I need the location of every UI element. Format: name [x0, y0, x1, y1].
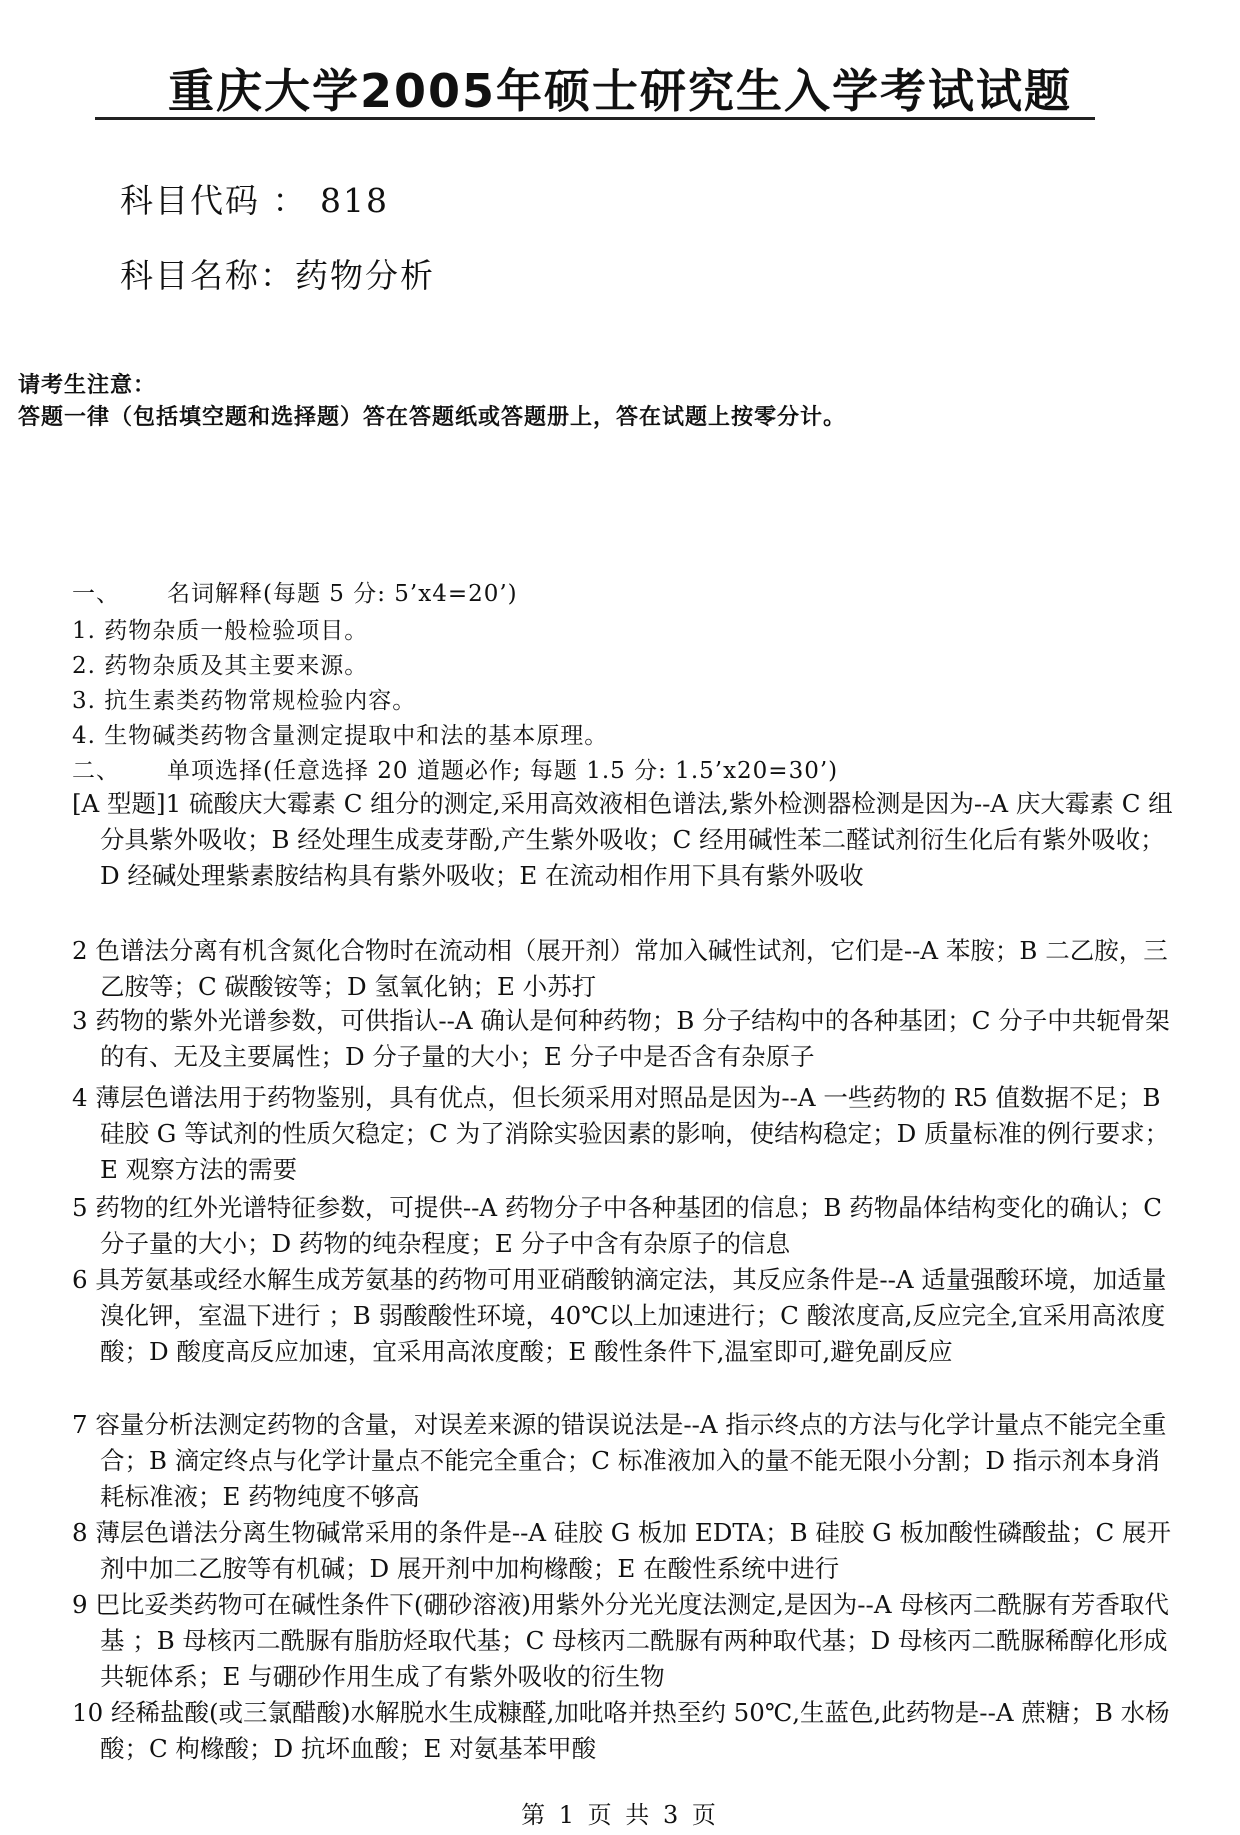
subject-name: 科目名称：药物分析: [120, 256, 435, 295]
question-item: [72, 1515, 1182, 1587]
question-text: 4 薄层色谱法用于药物鉴别，具有优点，但长须采用对照品是因为--A 一些药物的 R5 值数据不足；B 硅胶 G 等试剂的性质欠稳定；C 为了消除实验因素的影响，使结构稳定；D 质量标准的例行要求；E 观察方法的需要: [72, 1083, 1170, 1184]
question-item: [72, 1003, 1182, 1075]
section1-heading: [72, 575, 518, 608]
page-number: 第 1 页 共 3 页: [521, 1801, 719, 1829]
section1-item: 4. 生物碱类药物含量测定提取中和法的基本原理。: [72, 723, 609, 749]
section2-title: 单项选择(任意选择 20 道题必作; 每题 1.5 分: 1.5’x20=30’): [167, 758, 839, 784]
notice-heading: 请考生注意：: [18, 373, 157, 398]
question-item: [72, 933, 1182, 1005]
question-item: [72, 786, 1182, 894]
section2-heading: [72, 752, 838, 785]
question-item: [72, 1190, 1182, 1262]
question-text: 2 色谱法分离有机含氮化合物时在流动相（展开剂）常加入碱性试剂，它们是--A 苯胺；B 二乙胺，三乙胺等；C 碳酸铵等；D 氢氧化钠；E 小苏打: [72, 936, 1168, 1001]
subject-code: 科目代码 ： 818: [120, 181, 389, 220]
question-text: 3 药物的紫外光谱参数，可供指认--A 确认是何种药物；B 分子结构中的各种基团；C 分子中共轭骨架的有、无及主要属性；D 分子量的大小；E 分子中是否含有杂原子: [72, 1006, 1170, 1071]
section1-number: 一、: [72, 581, 120, 607]
question-text: 7 容量分析法测定药物的含量，对误差来源的错误说法是--A 指示终点的方法与化学计量点不能完全重合；B 滴定终点与化学计量点不能完全重合；C 标准液加入的量不能无限小分割；D 指示剂本身消耗标准液；E 药物纯度不够高: [72, 1410, 1167, 1511]
question-item: [72, 1695, 1182, 1767]
section1-item: 3. 抗生素类药物常规检验内容。: [72, 688, 417, 714]
section1-title: 名词解释(每题 5 分: 5’x4=20’): [167, 581, 518, 607]
question-item: [72, 1587, 1182, 1695]
question-text: 8 薄层色谱法分离生物碱常采用的条件是--A 硅胶 G 板加 EDTA；B 硅胶 G 板加酸性磷酸盐；C 展开剂中加二乙胺等有机碱；D 展开剂中加枸橼酸；E 在酸性系统中进行: [72, 1518, 1172, 1583]
question-item: [72, 1262, 1182, 1370]
notice-text: 答题一律（包括填空题和选择题）答在答题纸或答题册上，答在试题上按零分计。: [18, 405, 847, 430]
question-text: 9 巴比妥类药物可在碱性条件下(硼砂溶液)用紫外分光光度法测定,是因为--A 母核丙二酰脲有芳香取代基 ；B 母核丙二酰脲有脂肪烃取代基；C 母核丙二酰脲有两种取代基；D 母核丙二酰脲稀醇化形成共轭体系；E 与硼砂作用生成了有紫外吸收的衍生物: [72, 1590, 1169, 1691]
title-underline: [95, 117, 1095, 120]
section1-item: 1. 药物杂质一般检验项目。: [72, 618, 369, 644]
section1-item: 2. 药物杂质及其主要来源。: [72, 653, 369, 679]
section2-number: 二、: [72, 758, 120, 784]
question-text: 5 药物的红外光谱特征参数，可提供--A 药物分子中各种基团的信息；B 药物晶体结构变化的确认；C 分子量的大小；D 药物的纯杂程度；E 分子中含有杂原子的信息: [72, 1193, 1162, 1258]
question-item: [72, 1080, 1182, 1188]
question-text: 10 经稀盐酸(或三氯醋酸)水解脱水生成糠醛,加吡咯并热至约 50℃,生蓝色,此药物是--A 蔗糖；B 水杨酸；C 枸橼酸；D 抗坏血酸；E 对氨基苯甲酸: [72, 1698, 1170, 1763]
exam-title: 重庆大学2005年硕士研究生入学考试试题: [167, 64, 1073, 118]
question-text: 6 具芳氨基或经水解生成芳氨基的药物可用亚硝酸钠滴定法，其反应条件是--A 适量强酸环境，加适量溴化钾，室温下进行 ；B 弱酸酸性环境，40℃以上加速进行；C 酸浓度高,反应完全,宜采用高浓度酸；D 酸度高反应加速，宜采用高浓度酸；E 酸性条件下,温室即可,避免副反应: [72, 1265, 1167, 1366]
question-text: [A 型题]1 硫酸庆大霉素 C 组分的测定,采用高效液相色谱法,紫外检测器检测是因为--A 庆大霉素 C 组分具紫外吸收；B 经处理生成麦芽酚,产生紫外吸收；C 经用碱性苯二醛试剂衍生化后有紫外吸收；D 经碱处理紫素胺结构具有紫外吸收；E 在流动相作用下具有紫外吸收: [72, 789, 1173, 890]
question-item: [72, 1407, 1182, 1515]
